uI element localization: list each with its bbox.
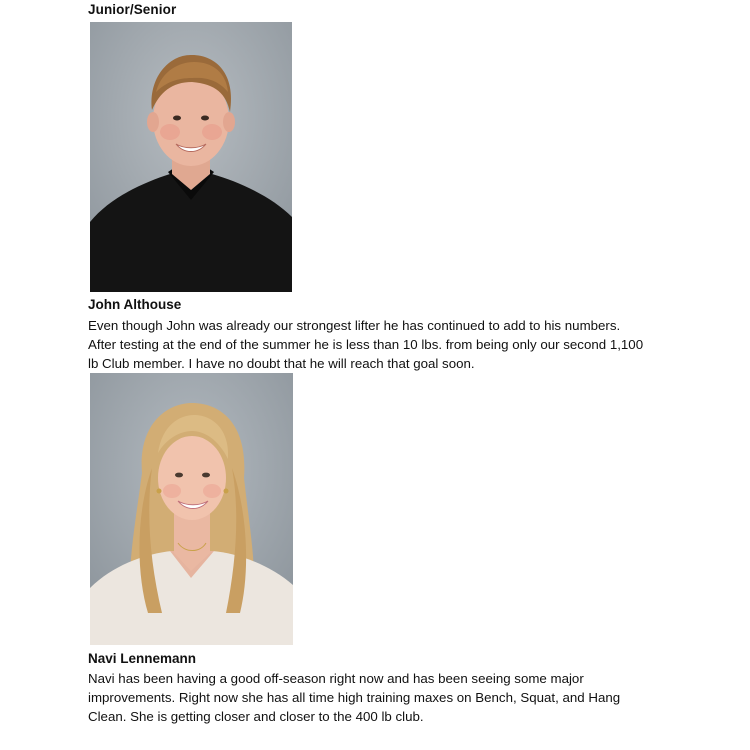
bio-line: lb Club member. I have no doubt that he will reach that goal soon. — [88, 356, 475, 371]
bio-line: Clean. She is getting closer and closer to the 400 lb club. — [88, 709, 424, 724]
athlete-bio-navi — [88, 669, 668, 726]
athlete-name-john: John Althouse — [88, 297, 182, 312]
section-heading: Junior/Senior — [88, 2, 177, 17]
athlete-bio-john — [88, 316, 668, 373]
athlete-name-navi: Navi Lennemann — [88, 651, 197, 666]
athlete-photo-john — [90, 22, 292, 292]
bio-line: After testing at the end of the summer he is less than 10 lbs. from being only our second 1,100 — [88, 337, 644, 352]
bio-line: improvements. Right now she has all time high training maxes on Bench, Squat, and Hang — [88, 690, 621, 705]
bio-line: Navi has been having a good off-season right now and has been seeing some major — [88, 671, 584, 686]
athlete-photo-navi — [90, 373, 293, 645]
bio-line: Even though John was already our strongest lifter he has continued to add to his numbers. — [88, 318, 621, 333]
